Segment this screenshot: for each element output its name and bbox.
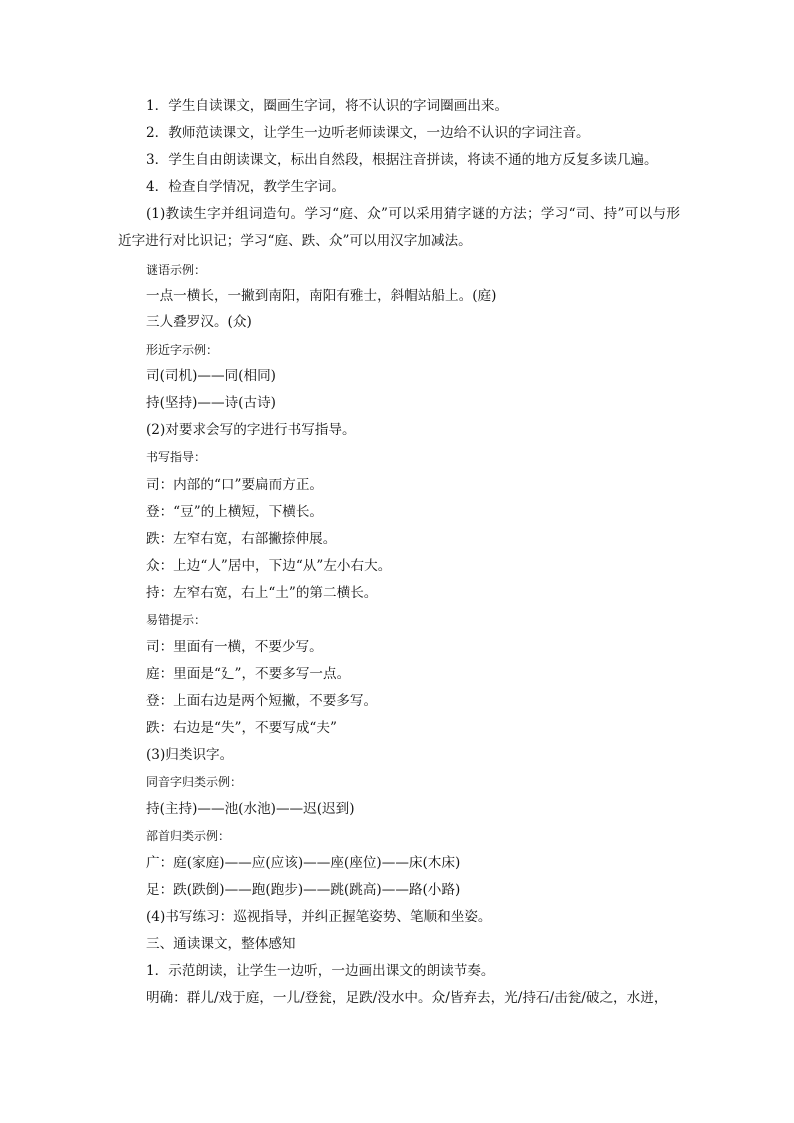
guidance-deng: 登：“豆”的上横短，下横长。 bbox=[146, 504, 324, 520]
writing-guidance-item: (2)对要求会写的字进行书写指导。 bbox=[146, 422, 356, 438]
step-4: 4．检查自学情况，教学生字词。 bbox=[146, 179, 345, 195]
guidance-si: 司：内部的“口”要扁而方正。 bbox=[146, 477, 324, 493]
radical-zu: 足：跌(跌倒)——跑(跑步)——跳(跳高)——路(小路) bbox=[146, 882, 461, 898]
riddle-2: 三人叠罗汉。(众) bbox=[146, 314, 252, 330]
riddle-heading: 谜语示例： bbox=[146, 263, 207, 277]
guidance-die: 跌：左窄右宽，右部撇捺伸展。 bbox=[146, 531, 337, 547]
writing-guidance-heading: 书写指导： bbox=[146, 450, 207, 464]
similar-chars-1: 司(司机)——同(相同) bbox=[146, 368, 276, 384]
similar-chars-heading: 形近字示例： bbox=[146, 343, 219, 357]
tip-si: 司：里面有一横，不要少写。 bbox=[146, 639, 323, 655]
radical-heading: 部首归类示例： bbox=[146, 829, 231, 843]
writing-practice: (4)书写练习：巡视指导，并纠正握笔姿势、笔顺和坐姿。 bbox=[146, 909, 492, 925]
section-heading-3: 三、通读课文，整体感知 bbox=[146, 936, 296, 952]
riddle-1: 一点一横长，一撇到南阳，南阳有雅士，斜帽站船上。(庭) bbox=[146, 288, 497, 304]
step-1: 1．学生自读课文，圈画生字词，将不认识的字词圈画出来。 bbox=[146, 98, 509, 114]
tip-die: 跌：右边是“失”，不要写成“夫” bbox=[146, 720, 337, 736]
model-reading: 1．示范朗读，让学生一边听，一边画出课文的朗读节奏。 bbox=[146, 963, 495, 979]
error-tips-heading: 易错提示： bbox=[146, 613, 207, 627]
paragraph-text: (1)教读生字并组词造句。学习“庭、众”可以采用猜字谜的方法；学习“司、持”可以与形近字进行对比识记；学习“庭、跌、众”可以用汉字加减法。 bbox=[118, 206, 680, 249]
guidance-zhong: 众：上边“人”居中，下边“从”左小右大。 bbox=[146, 558, 392, 574]
similar-chars-2: 持(坚持)——诗(古诗) bbox=[146, 395, 276, 411]
step-2: 2．教师范读课文，让学生一边听老师读课文，一边给不认识的字词注音。 bbox=[146, 125, 590, 141]
step-3: 3．学生自由朗读课文，标出自然段，根据注音拼读，将读不通的地方反复多读几遍。 bbox=[146, 152, 658, 168]
paragraph-teach-characters bbox=[118, 201, 680, 255]
tip-ting: 庭：里面是“廴”，不要多写一点。 bbox=[146, 666, 351, 682]
radical-guang: 广：庭(家庭)——应(应该)——座(座位)——床(木床) bbox=[146, 855, 461, 871]
homophone-heading: 同音字归类示例： bbox=[146, 775, 243, 789]
tip-deng: 登：上面右边是两个短撇，不要多写。 bbox=[146, 693, 378, 709]
homophone-example: 持(主持)——池(水池)——迟(迟到) bbox=[146, 801, 355, 817]
classify-item: (3)归类识字。 bbox=[146, 747, 234, 763]
reading-rhythm: 明确：群儿/戏于庭，一儿/登瓮，足跌/没水中。众/皆弃去，光/持石/击瓮/破之，水迸， bbox=[146, 990, 668, 1006]
guidance-chi: 持：左窄右宽，右上“土”的第二横长。 bbox=[146, 585, 378, 601]
